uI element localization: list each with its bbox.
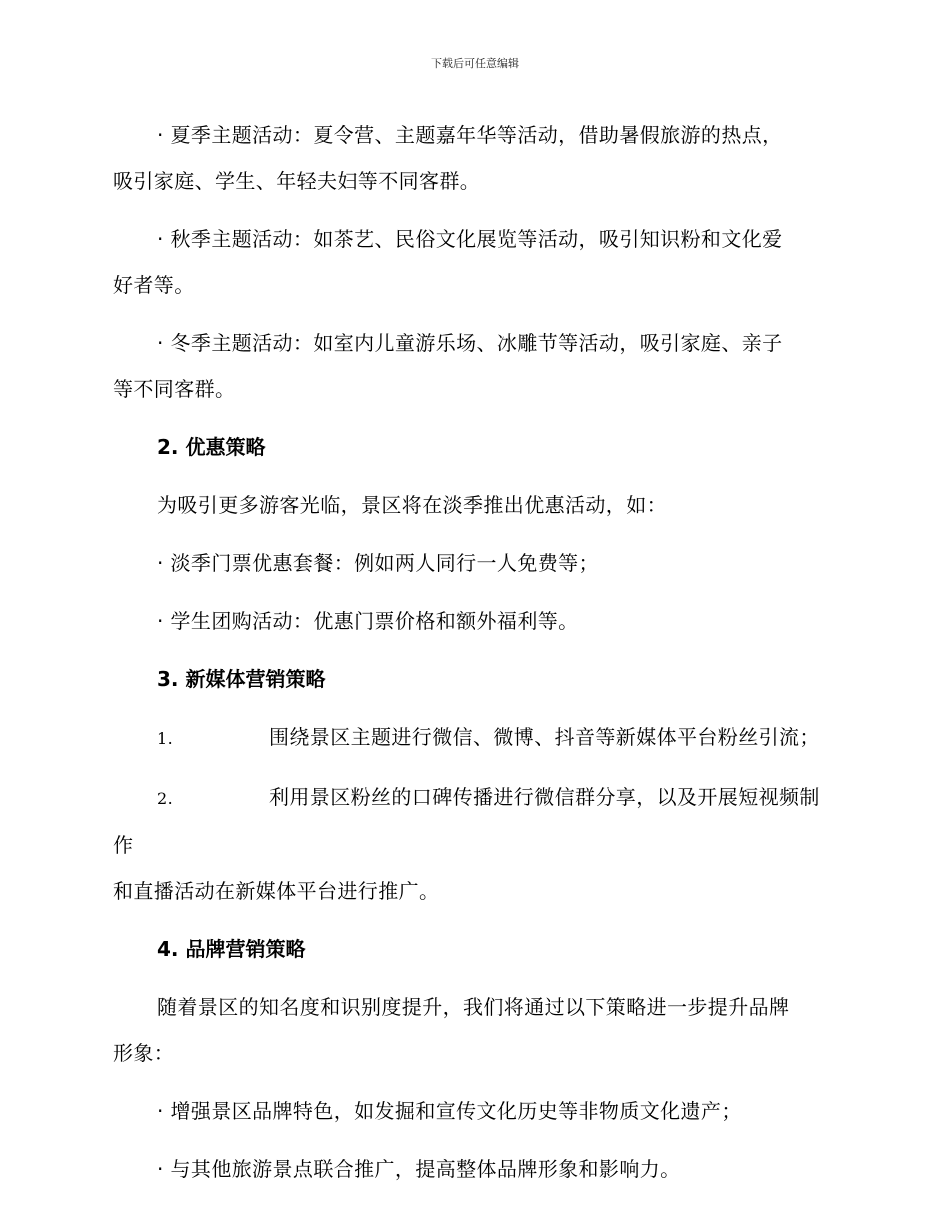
brand-bullet-joint-promotion: · 与其他旅游景点联合推广，提高整体品牌形象和影响力。 <box>157 1157 681 1181</box>
brand-strategy-intro <box>113 984 833 1076</box>
newmedia-item-1-text: 围绕景区主题进行微信、微博、抖音等新媒体平台粉丝引流； <box>269 725 820 749</box>
discount-strategy-heading: 2. 优惠策略 <box>157 435 266 459</box>
autumn-activity-paragraph <box>113 216 833 308</box>
winter-activity-line2: 等不同客群。 <box>113 377 236 401</box>
document-body <box>113 112 833 1204</box>
brand-bullet-heritage: · 增强景区品牌特色，如发掘和宣传文化历史等非物质文化遗产； <box>157 1099 742 1123</box>
summer-activity-paragraph <box>113 112 833 204</box>
newmedia-item-2-text-line2: 和直播活动在新媒体平台进行推广。 <box>113 879 440 903</box>
discount-bullet-offseason-ticket: · 淡季门票优惠套餐：例如两人同行一人免费等； <box>157 551 599 575</box>
autumn-activity-line2: 好者等。 <box>113 273 195 297</box>
winter-activity-paragraph <box>113 320 833 412</box>
brand-intro-line2: 形象： <box>113 1041 175 1065</box>
discount-strategy-intro: 为吸引更多游客光临，景区将在淡季推出优惠活动，如： <box>157 493 667 517</box>
brand-strategy-heading: 4. 品牌营销策略 <box>157 937 306 961</box>
newmedia-item-2-text-line1: 利用景区粉丝的口碑传播进行微信群分享，以及开展短视频制作 <box>113 785 820 857</box>
autumn-activity-line1: · 秋季主题活动：如茶艺、民俗文化展览等活动，吸引知识粉和文化爱 <box>157 227 783 251</box>
newmedia-item-1-number: 1. <box>157 729 174 748</box>
summer-activity-line1: · 夏季主题活动：夏令营、主题嘉年华等活动，借助暑假旅游的热点， <box>157 123 783 147</box>
newmedia-item-1 <box>113 714 833 762</box>
brand-intro-line1: 随着景区的知名度和识别度提升，我们将通过以下策略进一步提升品牌 <box>157 995 790 1019</box>
newmedia-item-2-number: 2. <box>157 789 174 808</box>
summer-activity-line2: 吸引家庭、学生、年轻夫妇等不同客群。 <box>113 169 481 193</box>
discount-bullet-student-group: · 学生团购活动：优惠门票价格和额外福利等。 <box>157 609 579 633</box>
winter-activity-line1: · 冬季主题活动：如室内儿童游乐场、冰雕节等活动，吸引家庭、亲子 <box>157 331 783 355</box>
newmedia-item-2 <box>113 774 833 914</box>
page-header-note: 下载后可任意编辑 <box>431 57 519 70</box>
newmedia-strategy-heading: 3. 新媒体营销策略 <box>157 667 326 691</box>
